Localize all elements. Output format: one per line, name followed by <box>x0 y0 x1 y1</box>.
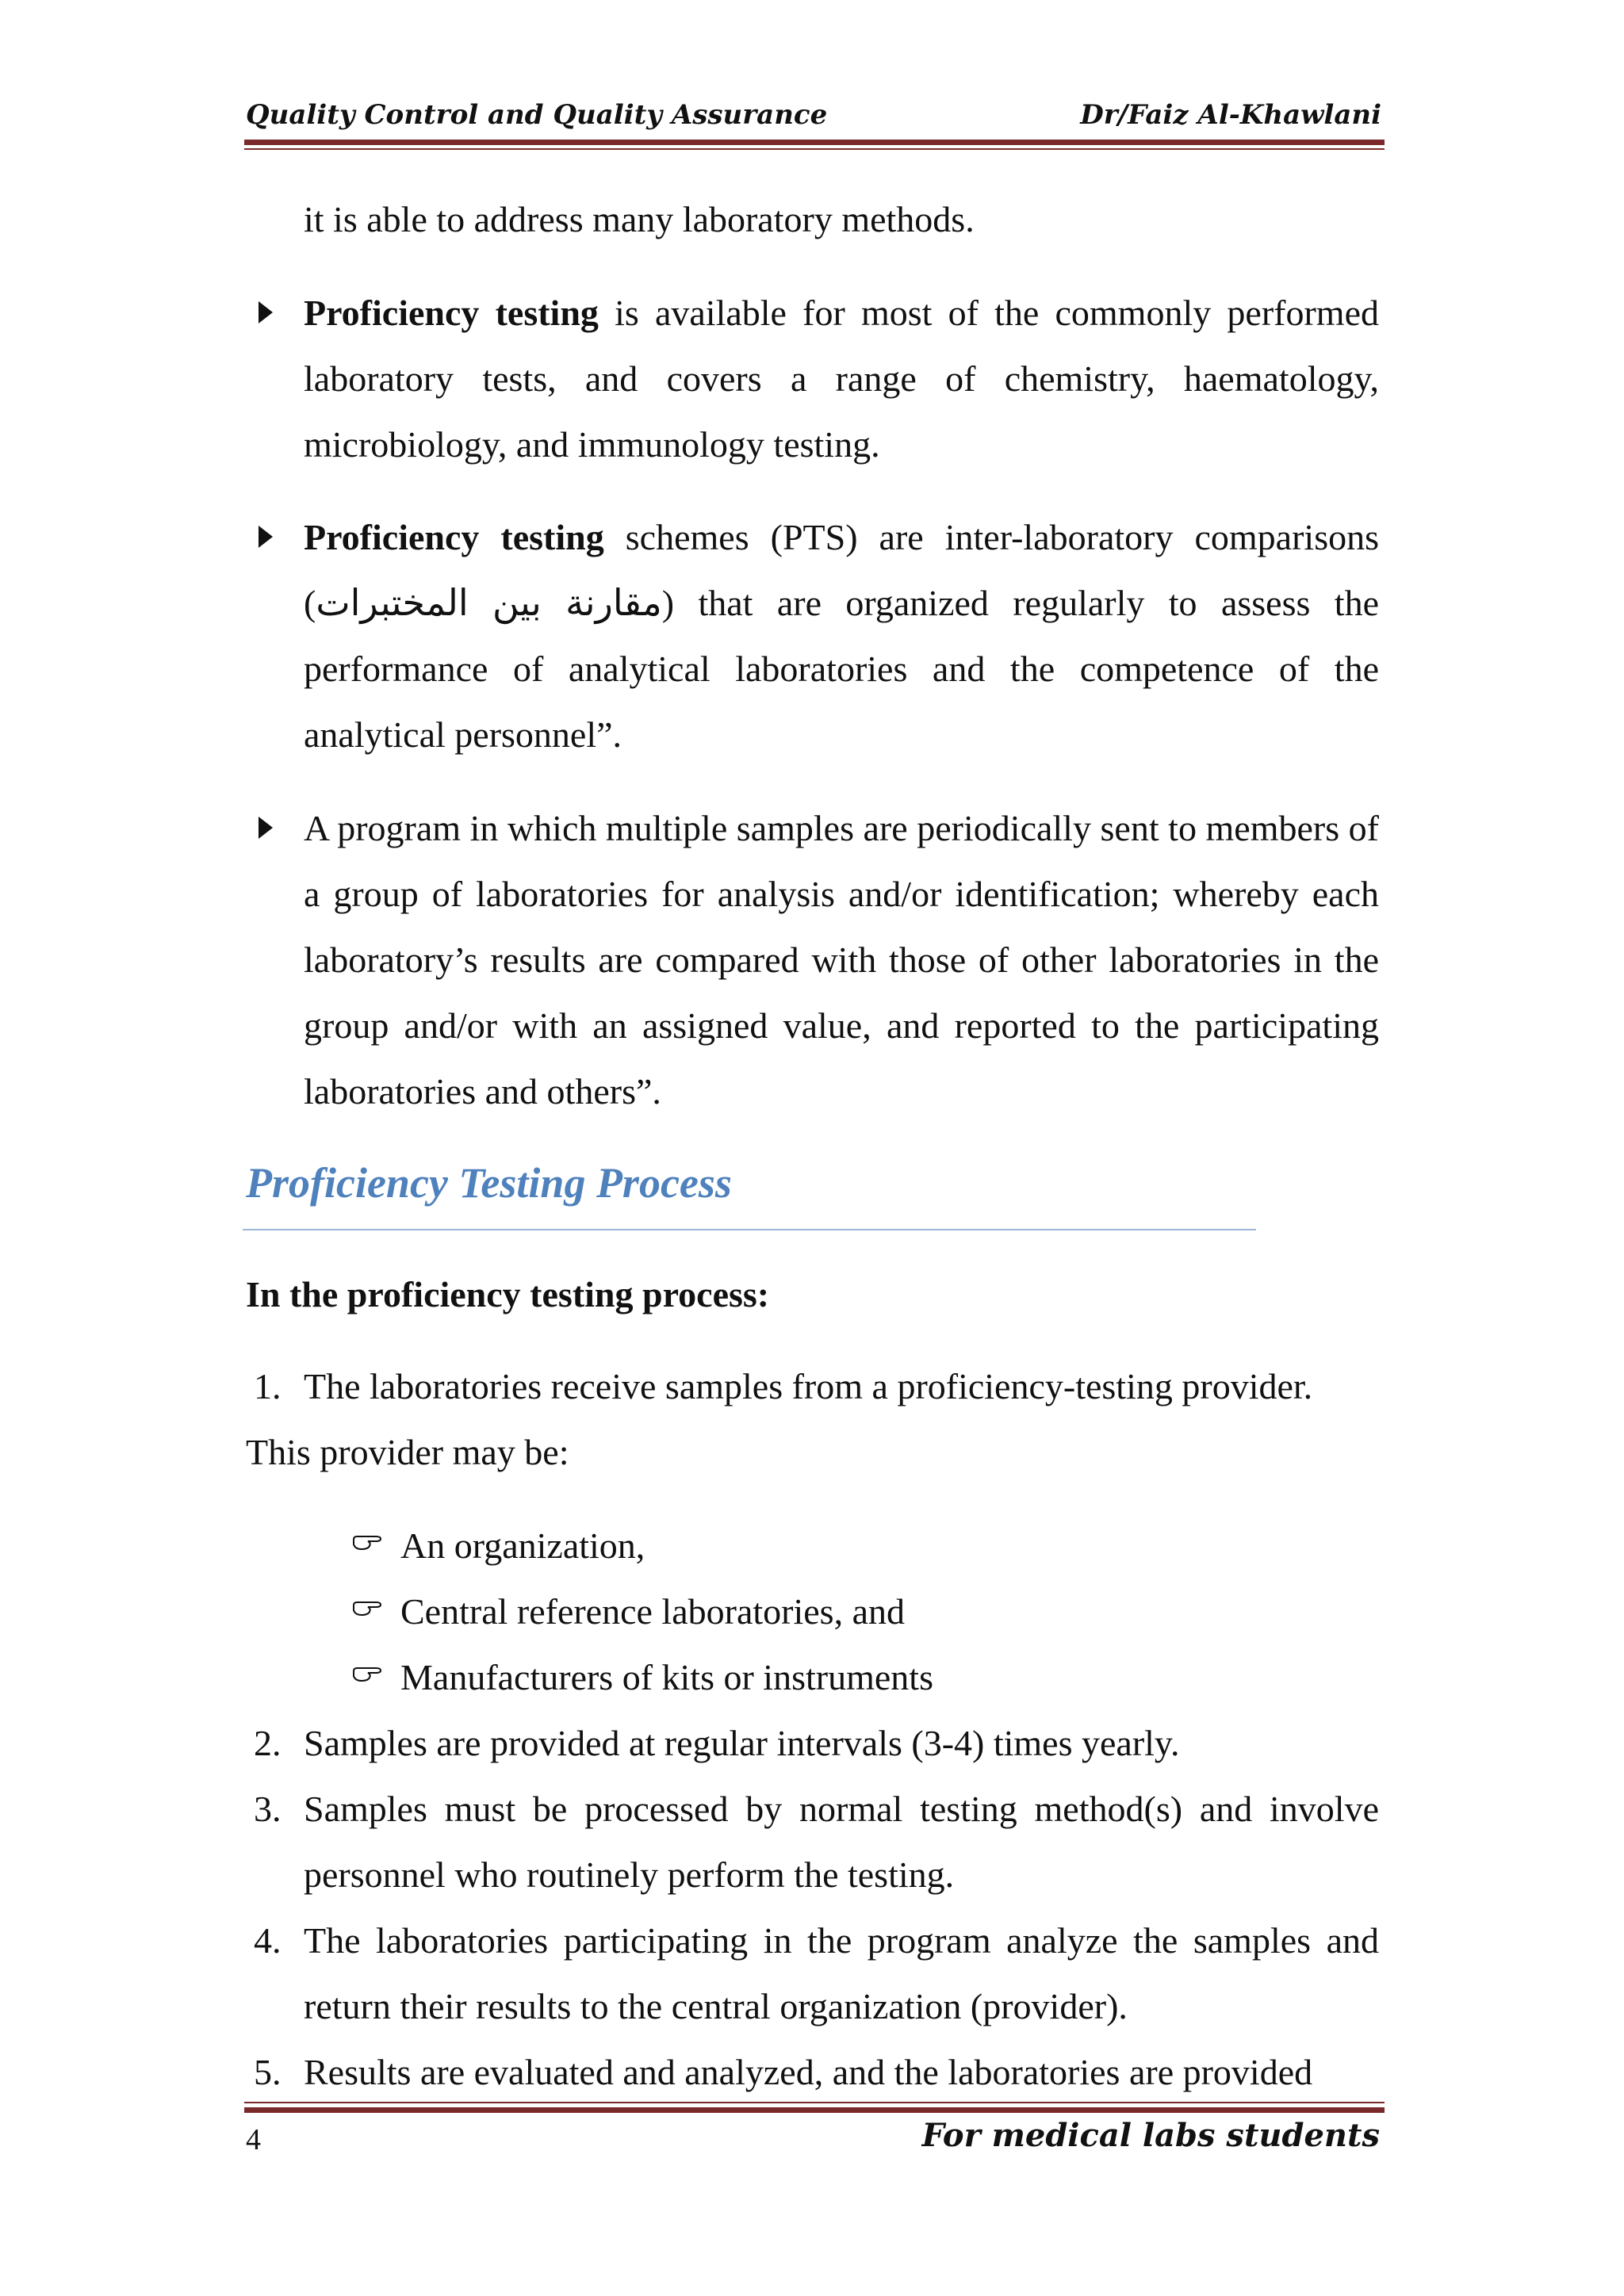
section-heading-underline <box>243 1229 1256 1230</box>
item-number-4: 4. <box>254 1920 282 1961</box>
provider-item-2: Central reference laboratories, and <box>400 1591 905 1632</box>
provider-item-3: Manufacturers of kits or instruments <box>400 1657 933 1697</box>
header-right-author: Dr/Faiz Al-Khawlani <box>1080 99 1381 131</box>
item-2-text: Samples are provided at regular intervals (3-4) times yearly. <box>304 1723 1180 1763</box>
section-heading: Proficiency Testing Process <box>246 1159 732 1207</box>
bullet-1-text: is available for most of the commonly performed laboratory tests, and covers a range of chemistry, haematology, microbiology, and immunology testing. <box>304 293 1379 465</box>
item-number-2: 2. <box>254 1723 282 1763</box>
continuation-text: it is able to address many laboratory methods. <box>304 199 975 239</box>
header-rule-thick <box>244 140 1385 145</box>
pointing-hand-icon <box>352 1533 384 1552</box>
item-3-text: Samples must be processed by normal testing method(s) and involve personnel who routinely perform the testing. <box>304 1789 1379 1895</box>
item-number-3: 3. <box>254 1789 282 1829</box>
item-1-line-2: This provider may be: <box>246 1432 569 1472</box>
item-number-5: 5. <box>254 2052 282 2092</box>
bullet-paragraph-1 <box>304 280 1379 477</box>
pointing-hand-icon <box>352 1665 384 1684</box>
bullet-2-text-b: ) that are organized regularly to assess the performance of analytical laboratories and the competence of the analytical personnel”. <box>304 583 1379 755</box>
provider-item-1: An organization, <box>400 1525 645 1566</box>
pointing-hand-icon <box>352 1599 384 1618</box>
footer-tagline: For medical labs students <box>921 2117 1380 2154</box>
bullet-2-arabic: مقارنة بين المختبرات <box>316 583 662 623</box>
page-number: 4 <box>246 2123 261 2156</box>
bullet-2-bold: Proficiency testing <box>304 517 604 557</box>
footer-rule-thin <box>244 2102 1385 2103</box>
item-4-text: The laboratories participating in the program analyze the samples and return their results to the central organization (provider). <box>304 1920 1379 2026</box>
header-rule-thin <box>244 148 1385 150</box>
bullet-paragraph-3 <box>304 795 1379 1124</box>
bullet-2-text-a: schemes (PTS) are inter-laboratory comparisons ( <box>304 517 1379 623</box>
bullet-1-bold: Proficiency testing <box>304 293 599 333</box>
bullet-arrow-icon <box>259 526 273 548</box>
bullet-3-text: A program in which multiple samples are periodically sent to members of a group of laboratories for analysis and/or identification; whereby each laboratory’s results are compared with those of other laboratories in the group and/or with an assigned value, and reported to the participating laboratories and others”. <box>304 808 1379 1112</box>
bullet-paragraph-2 <box>304 504 1379 767</box>
bullet-arrow-icon <box>259 301 273 323</box>
bullet-arrow-icon <box>259 817 273 839</box>
process-subheading: In the proficiency testing process: <box>246 1274 770 1314</box>
item-1-line-1: The laboratories receive samples from a proficiency-testing provider. <box>304 1366 1313 1406</box>
item-number-1: 1. <box>254 1366 282 1406</box>
footer-rule-thick <box>244 2107 1385 2113</box>
header-left-title: Quality Control and Quality Assurance <box>246 99 828 131</box>
item-5-text: Results are evaluated and analyzed, and the laboratories are provided <box>304 2052 1313 2092</box>
